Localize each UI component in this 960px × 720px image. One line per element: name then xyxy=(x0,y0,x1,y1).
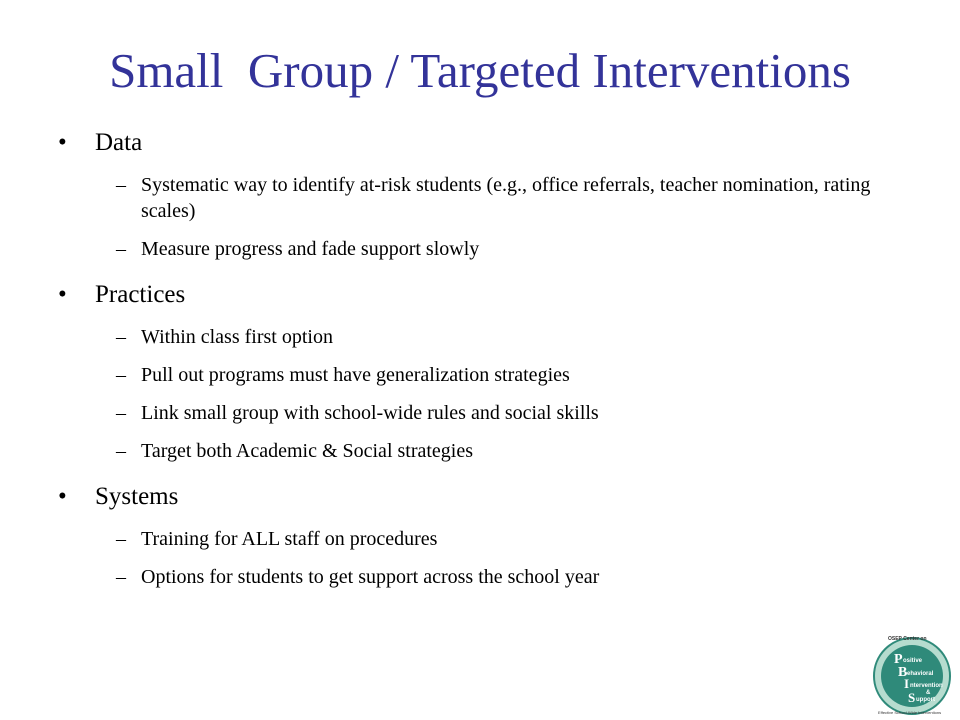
sub-item-text: Options for students to get support across the school year xyxy=(141,566,600,588)
sub-item-text: Link small group with school-wide rules and social skills xyxy=(141,402,599,424)
logo-letter-p: P xyxy=(894,652,903,667)
logo-letter-i: I xyxy=(904,676,910,691)
logo-letter-s: S xyxy=(908,690,916,705)
sub-item xyxy=(58,236,888,262)
bullet-icon: • xyxy=(58,129,67,156)
bullet-data xyxy=(58,128,888,158)
logo-word-positive: ositive xyxy=(903,658,923,664)
logo-ampersand: & xyxy=(926,690,931,696)
bullet-label: Practices xyxy=(95,281,186,308)
sub-item xyxy=(58,172,888,224)
dash-icon: – xyxy=(116,402,126,424)
logo-header: OSEP Center on xyxy=(888,636,927,642)
sub-item-text: Within class first option xyxy=(141,326,333,348)
sub-item-text: Target both Academic & Social strategies xyxy=(141,440,474,462)
sub-item xyxy=(58,564,888,590)
section-data xyxy=(58,128,888,262)
dash-icon: – xyxy=(116,364,126,386)
bullet-icon: • xyxy=(58,281,67,308)
sub-item-text: Systematic way to identify at-risk students (e.g., office referrals, teacher nomination, rating scales) xyxy=(141,174,871,222)
dash-icon: – xyxy=(116,566,126,588)
bullet-practices xyxy=(58,280,888,310)
sub-item xyxy=(58,400,888,426)
dash-icon: – xyxy=(116,174,126,196)
sub-item xyxy=(58,362,888,388)
slide-content xyxy=(58,128,888,590)
dash-icon: – xyxy=(116,238,126,260)
sub-item-text: Measure progress and fade support slowly xyxy=(141,238,480,260)
logo-word-behavioral: ehavioral xyxy=(907,671,934,677)
sub-item xyxy=(58,324,888,350)
section-systems xyxy=(58,482,888,590)
logo-word-support: upport xyxy=(916,697,935,703)
bullet-label: Data xyxy=(95,129,143,156)
bullet-icon: • xyxy=(58,483,67,510)
logo-tagline: Effective School-Wide Interventions xyxy=(878,710,942,715)
dash-icon: – xyxy=(116,440,126,462)
sub-item xyxy=(58,526,888,552)
pbis-logo xyxy=(868,632,952,716)
bullet-systems xyxy=(58,482,888,512)
slide-title: Small Group / Targeted Interventions xyxy=(109,43,851,98)
bullet-label: Systems xyxy=(95,483,179,510)
logo-word-intervention: ntervention xyxy=(910,683,943,689)
sub-item xyxy=(58,438,888,464)
sub-item-text: Training for ALL staff on procedures xyxy=(141,528,438,550)
section-practices xyxy=(58,280,888,464)
dash-icon: – xyxy=(116,326,126,348)
dash-icon: – xyxy=(116,528,126,550)
sub-item-text: Pull out programs must have generalization strategies xyxy=(141,364,570,386)
logo-letter-b: B xyxy=(898,665,908,680)
